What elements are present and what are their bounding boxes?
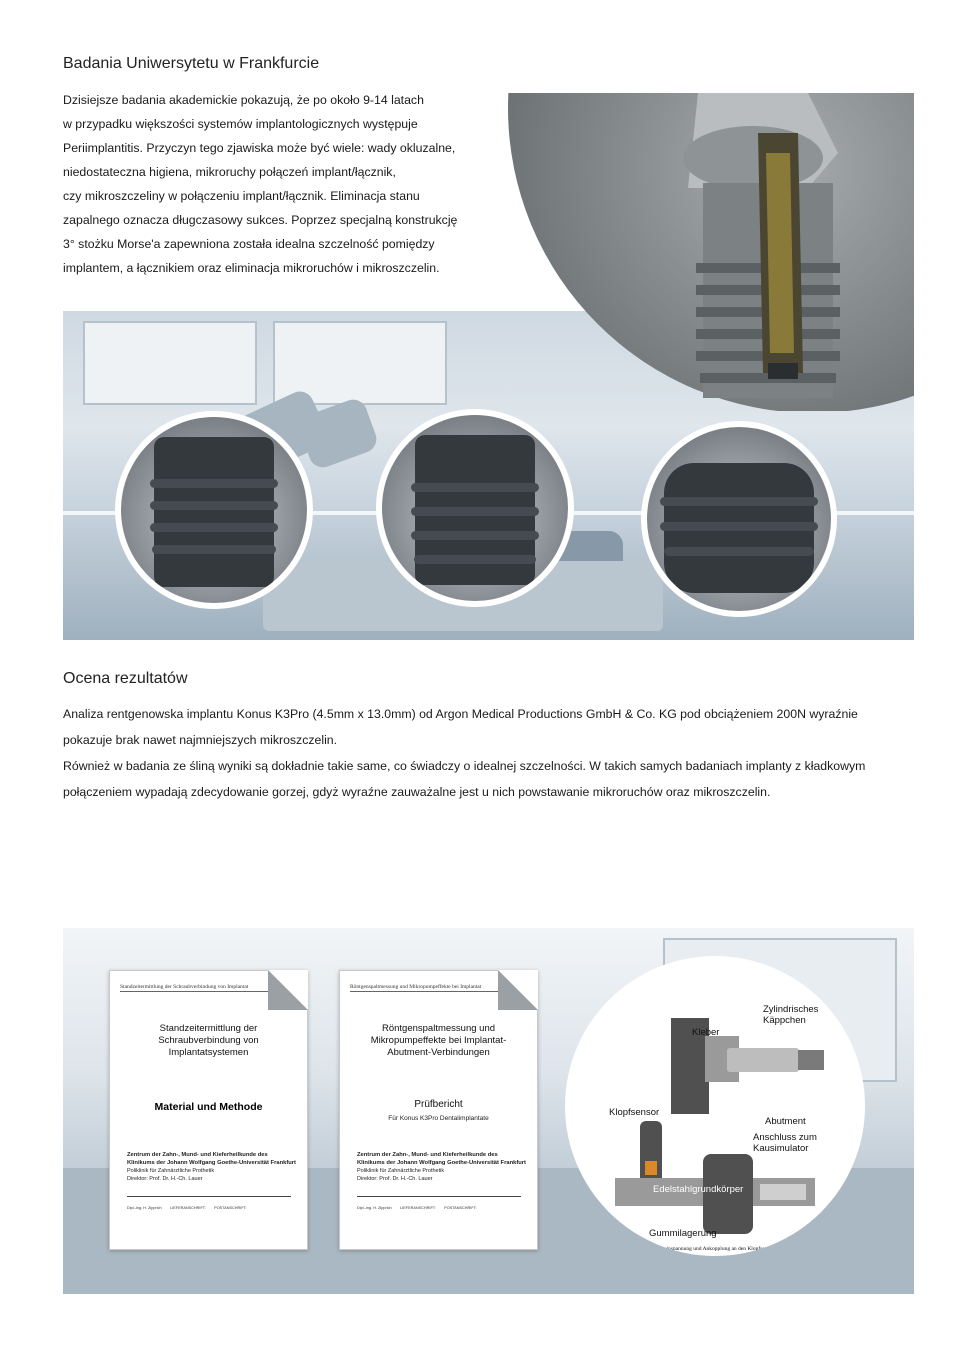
page-curl-decor xyxy=(498,970,538,1010)
label-gummi: Gummilagerung xyxy=(649,1228,717,1239)
paragraph-line: Dzisiejsze badania akademickie pokazują, że po około 9-14 latach xyxy=(63,93,424,107)
lower-photo-band xyxy=(63,928,914,1294)
document-subtitle: Prüfbericht xyxy=(414,1099,463,1110)
label-anschluss: Anschluss zum Kausimulator xyxy=(753,1132,817,1154)
xray-circle-1 xyxy=(115,411,313,609)
document-title-line: Standzeitermittlung der xyxy=(159,1023,258,1034)
section-heading-results: Ocena rezultatów xyxy=(63,670,188,687)
implant-illustration xyxy=(508,93,914,411)
paragraph-line: niedostateczna higiena, mikroruchy połączeń implant/łącznik, xyxy=(63,165,396,179)
paragraph-line: Analiza rentgenowska implantu Konus K3Pro (4.5mm x 13.0mm) od Argon Medical Productions GmbH & Co. KG pod obciążeniem 200N wyraźnie xyxy=(63,707,858,721)
frankfurt-paragraph xyxy=(63,88,503,280)
paragraph-line: czy mikroszczeliny w połączeniu implant/łącznik. Eliminacja stanu xyxy=(63,189,420,203)
document-rule xyxy=(357,1196,521,1197)
label-kleber: Kleber xyxy=(692,1027,720,1038)
implant-cross-section-image xyxy=(508,93,914,411)
paragraph-line: pokazuje brak nawet najmniejszych mikroszczelin. xyxy=(63,733,338,747)
window-decor xyxy=(83,321,257,405)
document-subtitle-2: Für Konus K3Pro Dentalimplantate xyxy=(388,1115,489,1122)
paragraph-line: 3° stożku Morse'a zapewniona została idealna szczelność pomiędzy xyxy=(63,237,435,251)
paragraph-line: w przypadku większości systemów implantologicznych występuje xyxy=(63,117,418,131)
results-paragraph xyxy=(63,701,913,805)
paragraph-line: zapalnego oznacza długczasowy sukces. Poprzez specjalną konstrukcję xyxy=(63,213,458,227)
document-title-line: Röntgenspaltmessung und xyxy=(381,1023,496,1034)
document-title-line: Mikropumpeffekte bei Implantat- xyxy=(370,1035,507,1046)
document-header: Röntgenspaltmessung und Mikropumpeffekte bei Implantat xyxy=(350,984,500,992)
document-subtitle: Material und Methode xyxy=(154,1101,263,1113)
document-footer: Dipl.-Ing. H. Zipprich LIEFERANSCHRIFT: POSTANSCHRIFT: xyxy=(127,1206,247,1210)
page-curl-decor xyxy=(268,970,308,1010)
stud-shape xyxy=(760,1184,806,1200)
report-document-1 xyxy=(109,970,308,1250)
document-title-line: Schraubverbindung von xyxy=(158,1035,259,1046)
diagram-caption: Implantateinspannung und Ankopplung an den Klopfsensor xyxy=(643,1246,775,1252)
paragraph-line: implantem, a łącznikiem oraz eliminacja mikroruchów i mikroszczelin. xyxy=(63,261,440,275)
report-document-2 xyxy=(339,970,538,1250)
sensor-element-shape xyxy=(645,1161,657,1175)
label-kappchen: Zylindrisches Käppchen xyxy=(763,1004,819,1026)
paragraph-line: Periimplantitis. Przyczyn tego zjawiska może być wiele: wady okluzalne, xyxy=(63,141,456,155)
paragraph-line: połączeniem wypadają zdecydowanie gorzej, gdyż wyraźne zauważalne jest u nich powstawanie mikroruchów oraz mikroszczelin. xyxy=(63,785,771,799)
paragraph-line: Również w badania ze śliną wyniki są dokładnie takie same, co świadczy o idealnej szczelności. W takich samych badaniach implanty z kładkowym xyxy=(63,759,866,773)
label-klopfsensor: Klopfsensor xyxy=(609,1107,660,1118)
cap-shape xyxy=(798,1050,824,1070)
document-title-line: Abutment-Verbindungen xyxy=(387,1047,490,1058)
test-setup-diagram xyxy=(565,956,865,1256)
document-title-line: Implantatsystemen xyxy=(168,1047,249,1058)
label-abutment: Abutment xyxy=(765,1116,806,1127)
label-edelstahl: Edelstahlgrundkörper xyxy=(653,1184,744,1195)
xray-implant-shape xyxy=(154,437,274,587)
document-institution: Zentrum der Zahn-, Mund- und Kieferheilkunde des Klinikums der Johann Wolfgang Goethe-Universität Frankfurt Poliklinik für Zahnärztliche Prothetik Direktor: Prof. Dr. H.-Ch. Lauer xyxy=(127,1152,296,1182)
label-implantat: Implantat xyxy=(701,1113,741,1124)
document-header: Standzeitermittlung der Schraubverbindung von Implantat xyxy=(120,984,270,992)
abutment-shape xyxy=(727,1048,799,1072)
document-institution: Zentrum der Zahn-, Mund- und Kieferheilkunde des Klinikums der Johann Wolfgang Goethe-Universität Frankfurt Poliklinik für Zahnärztliche Prothetik Direktor: Prof. Dr. H.-Ch. Lauer xyxy=(357,1152,526,1182)
document-footer: Dipl.-Ing. H. Zipprich LIEFERANSCHRIFT: POSTANSCHRIFT: xyxy=(357,1206,477,1210)
xray-circle-3 xyxy=(641,421,837,617)
xray-circle-2 xyxy=(376,409,574,607)
document-rule xyxy=(127,1196,291,1197)
section-heading-frankfurt: Badania Uniwersytetu w Frankfurcie xyxy=(63,55,320,72)
